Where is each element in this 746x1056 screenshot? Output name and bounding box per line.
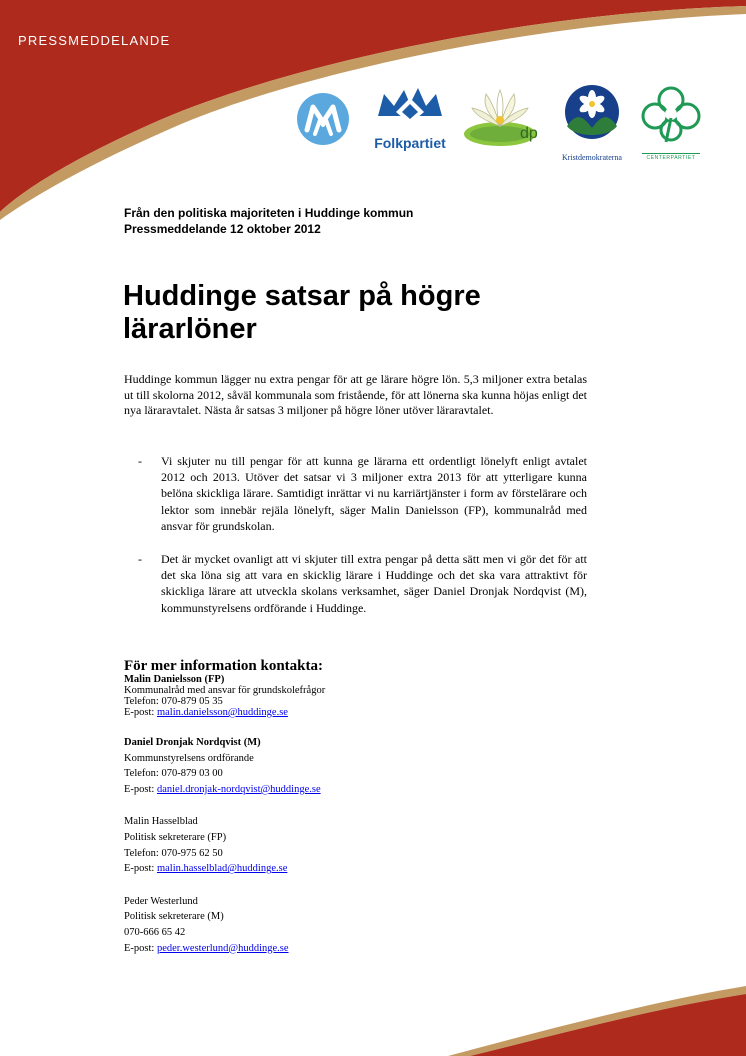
email-label: E-post:	[124, 942, 157, 954]
release-date: Pressmeddelande 12 oktober 2012	[124, 222, 321, 236]
page-title	[123, 280, 583, 346]
kristdemokraterna-logo	[553, 82, 631, 162]
release-meta	[124, 205, 413, 237]
quote-dash: -	[138, 454, 142, 468]
title-line-2: lärarlöner	[123, 313, 257, 345]
contact-section	[124, 658, 325, 956]
email-label: E-post:	[124, 707, 157, 718]
contact-email-row	[124, 707, 325, 718]
folkpartiet-logo	[370, 86, 450, 150]
quote-dash: -	[138, 552, 142, 567]
contact-phone: 070-666 65 42	[124, 926, 186, 938]
clover-icon	[638, 84, 704, 146]
contact-heading: För mer information kontakta:	[124, 658, 324, 674]
moderaterna-m-icon	[293, 92, 353, 146]
contact-role: Politisk sekreterare (M)	[124, 911, 224, 923]
folkpartiet-wordmark: Folkpartiet	[374, 135, 446, 151]
contact-phone: Telefon: 070-975 62 50	[124, 847, 223, 859]
contact-email-row	[124, 861, 325, 877]
contact-role: Kommunalråd med ansvar för grundskolefrågor	[124, 685, 326, 696]
centerpartiet-logo	[638, 84, 704, 161]
waterlily-icon	[460, 86, 540, 150]
contact-card	[124, 735, 325, 797]
folkpartiet-star-icon	[370, 86, 450, 128]
contact-name: Malin Hasselblad	[124, 816, 198, 828]
kristdemokraterna-wordmark: Kristdemokraterna	[562, 153, 622, 162]
title-line-1: Huddinge satsar på högre	[123, 280, 481, 312]
footer-red-swoosh	[470, 994, 746, 1056]
contact-name: Malin Danielsson (FP)	[124, 674, 225, 685]
header-label: PRESSMEDDELANDE	[18, 33, 171, 48]
contact-card	[124, 894, 325, 956]
contact-card	[124, 814, 325, 876]
email-link[interactable]: malin.hasselblad@huddinge.se	[156, 863, 288, 875]
quote-item	[124, 453, 587, 534]
contact-name: Daniel Dronjak Nordqvist (M)	[124, 737, 261, 748]
email-label: E-post:	[124, 863, 157, 875]
contact-card	[124, 674, 325, 718]
contact-role: Kommunstyrelsens ordförande	[124, 752, 254, 764]
email-label: E-post:	[124, 783, 157, 795]
centerpartiet-wordmark: CENTERPARTIET	[642, 153, 700, 161]
lead-paragraph: Huddinge kommun lägger nu extra pengar för att ge lärare högre lön. 5,3 miljoner extra betalas ut till skolorna 2012, såväl kommunala som fristående, för att lönerna ska kunna höjas enligt det nya läraravtalet. Nästa år satsas 3 miljoner på högre löner utöver läraravtalet.	[124, 372, 587, 418]
quote-text: Det är mycket ovanligt att vi skjuter till extra pengar på detta sätt men vi gör det för att det ska löna sig att vara en skicklig lärare i Huddinge och det ska vara attraktivt för skickliga lärare att utveckla skolans verksamhet, säger Daniel Dronjak Nordqvist (M), kommunstyrelsens ordförande i Huddinge.	[161, 552, 587, 615]
contact-phone: Telefon: 070-879 05 35	[124, 696, 223, 707]
email-link[interactable]: peder.westerlund@huddinge.se	[156, 942, 289, 954]
email-link[interactable]: malin.danielsson@huddinge.se	[156, 707, 288, 718]
quote-item	[124, 551, 587, 616]
email-link[interactable]: daniel.dronjak-nordqvist@huddinge.se	[156, 783, 321, 795]
contact-role: Politisk sekreterare (FP)	[124, 831, 227, 843]
contact-email-row	[124, 782, 325, 798]
contact-name: Peder Westerlund	[124, 895, 198, 907]
release-source: Från den politiska majoriteten i Huddinge kommun	[124, 206, 414, 220]
contact-phone: Telefon: 070-879 03 00	[124, 768, 223, 780]
quote-list	[124, 453, 587, 616]
contact-email-row	[124, 941, 325, 957]
quote-text: Vi skjuter nu till pengar för att kunna ge lärarna ett ordentligt lönelyft enligt avtalet 2012 och 2013. Utöver det satsar vi 3 miljoner extra 2013 för att ytterligare kunna belöna skickliga lärare. Samtidigt inrättar vi nu karriärtjänster i form av förstelärare och lektor som innebär rejäla lönelyft, säger Malin Danielsson (FP), kommunalråd med ansvar för grundskolan.	[161, 454, 587, 533]
waterlily-wordmark: dp	[520, 125, 538, 142]
flower-globe-icon	[553, 82, 631, 146]
